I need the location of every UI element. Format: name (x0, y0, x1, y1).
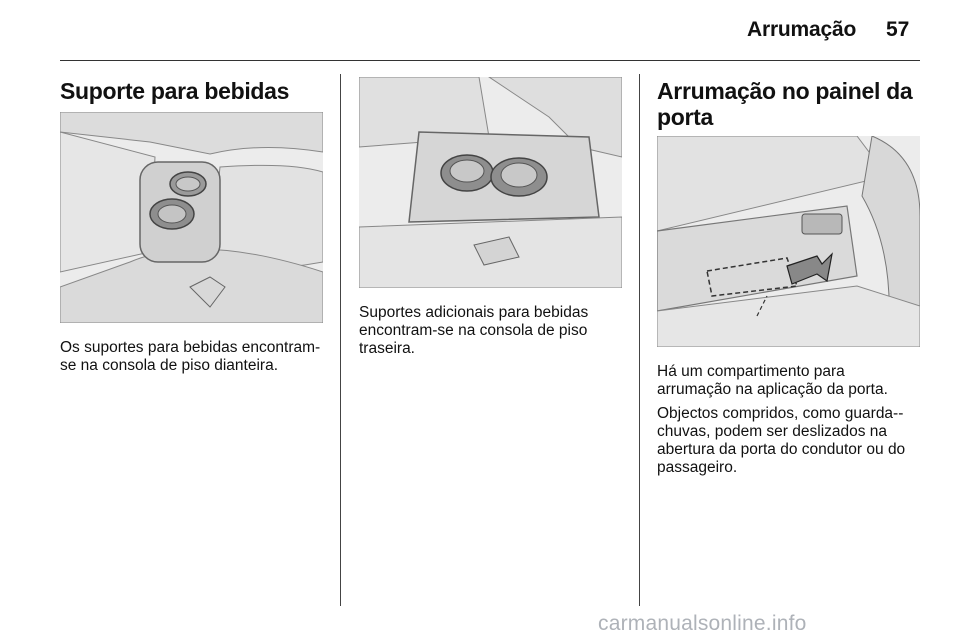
page-number: 57 (886, 18, 910, 41)
section-title: Arrumação (747, 18, 857, 41)
front-cupholder-figure (60, 112, 323, 323)
heading-door-storage: Arrumação no painel da porta (657, 78, 913, 130)
door-storage-text-1: Há um compartimento para arrumação na aplicação da porta. (657, 363, 888, 398)
header-rule (60, 60, 920, 61)
watermark: carmanualsonline.info (598, 612, 807, 635)
heading-cupholder: Suporte para bebidas (60, 78, 290, 104)
cupholder-rear-text: Suportes adicionais para bebidas encontram-se na consola de piso traseira. (359, 304, 589, 357)
door-storage-figure (657, 136, 920, 347)
column-divider (340, 74, 341, 606)
column-divider (639, 74, 640, 606)
rear-cupholder-figure (359, 77, 622, 288)
door-storage-text-2: Objectos compridos, como guarda--chuvas, podem ser deslizados na abertura da porta do condutor ou do passageiro. (657, 405, 906, 476)
cupholder-front-text: Os suportes para bebidas encontram-se na consola de piso dianteira. (60, 339, 321, 374)
